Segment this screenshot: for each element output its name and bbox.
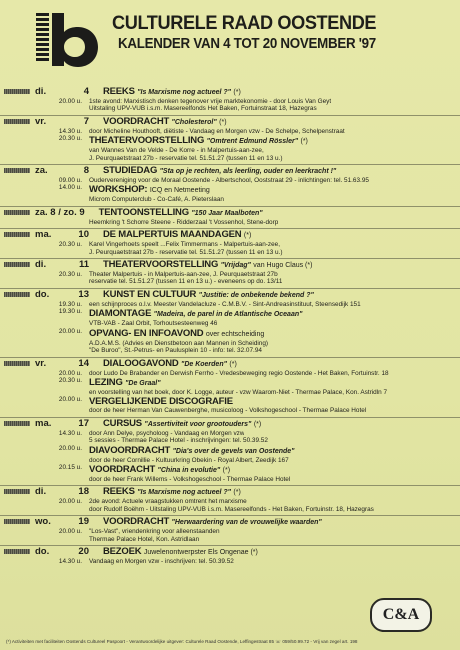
event-line xyxy=(0,328,460,340)
event-line xyxy=(0,165,460,177)
event-detail: 5 sessies - Thermae Palace Hotel - inschrijvingen: tel. 50.39.52 xyxy=(89,437,268,445)
event-note: (*) xyxy=(229,360,237,368)
event-line xyxy=(0,418,460,430)
event-subject: "Madeira, de parel in de Atlantische Oceaan" xyxy=(153,311,303,319)
event-time: 20.30 u. xyxy=(58,376,82,384)
event-category: DIAMONTAGE xyxy=(89,308,152,320)
event-title xyxy=(103,229,251,241)
event-time: 09.00 u. xyxy=(58,177,82,185)
event-category: CURSUS xyxy=(103,417,142,429)
event-title xyxy=(89,377,161,389)
event-line xyxy=(0,457,460,464)
calendar-day xyxy=(0,115,460,162)
event-subject: "Omtrent Edmund Rössler" xyxy=(206,138,299,146)
calendar-day xyxy=(0,258,460,286)
bullet-bar-icon xyxy=(4,210,30,215)
event-note: (*) xyxy=(253,420,262,428)
event-detail: A.D.A.M.S. (Advies en Dienstbetoon aan Mannen in Scheiding) xyxy=(89,339,269,347)
event-detail: reservatie tel. 51.51.27 (tussen 11 en 13 u.) - eveneens op do. 13/11 xyxy=(89,278,283,286)
page-subtitle: KALENDER VAN 4 TOT 20 NOVEMBER '97 xyxy=(118,36,376,52)
day-name: za. xyxy=(35,165,48,177)
event-line xyxy=(0,558,460,565)
day-number: 17 xyxy=(78,417,89,429)
event-line xyxy=(0,340,460,347)
day-name: vr. xyxy=(35,357,47,369)
event-detail: J. Peurquaetstraat 27b - reservatie tel. 51.51.27 (tussen 11 en 13 u.) xyxy=(89,248,283,256)
event-note: over echtscheiding xyxy=(205,330,265,338)
event-subject: "Assertiviteit voor grootouders" xyxy=(144,420,252,428)
event-time: 20.00 u. xyxy=(58,528,82,536)
event-time: 14.30 u. xyxy=(58,429,82,437)
event-detail: Heemkring 't Schorre Steene - Ridderzaal 't Vossenhol, Stene-dorp xyxy=(89,218,279,226)
event-subject: "Justitie: de onbekende bekend ?" xyxy=(198,291,314,299)
event-detail: door de heer Herman Van Cauwenberghe, musicoloog - Volkshogeschool - Thermae Palace Hotel xyxy=(89,407,367,415)
event-line xyxy=(0,546,460,558)
event-line xyxy=(0,155,460,162)
event-note: (*) xyxy=(243,232,252,240)
bullet-bar-icon xyxy=(4,489,30,494)
event-subject: "De Koerden" xyxy=(181,360,227,368)
event-category: VOORDRACHT xyxy=(103,115,170,127)
event-title xyxy=(103,116,227,128)
day-number: 14 xyxy=(78,357,89,369)
bullet-bar-icon xyxy=(4,232,30,237)
event-category: REEKS xyxy=(103,486,135,498)
day-number: 20 xyxy=(78,545,89,557)
event-time: 20.00 u. xyxy=(58,396,82,404)
event-time: 20.30 u. xyxy=(58,241,82,249)
event-time: 14.30 u. xyxy=(58,127,82,135)
event-line xyxy=(0,407,460,414)
event-time: 19.30 u. xyxy=(58,300,82,308)
event-line xyxy=(0,389,460,396)
event-line xyxy=(0,219,460,226)
day-name: di. xyxy=(35,486,47,498)
event-line xyxy=(0,464,460,476)
day-name: ma. xyxy=(35,417,52,429)
event-title xyxy=(89,328,264,340)
event-line xyxy=(0,370,460,377)
event-title xyxy=(89,396,233,407)
event-time: 19.30 u. xyxy=(58,308,82,316)
event-detail: een schijnproces o.l.v. Meester Vandelacluze - C.M.B.V. - Sint-Andreasinstituut, Steensedijk 151 xyxy=(89,300,361,308)
day-number: 11 xyxy=(78,259,89,271)
day-name: wo. xyxy=(35,516,51,528)
bullet-bar-icon xyxy=(4,262,30,267)
calendar-day xyxy=(0,417,460,484)
event-detail: Vandaag en Morgen vzw - inschrijven: tel. 50.39.52 xyxy=(89,557,234,565)
event-category: KUNST EN CULTUUR xyxy=(103,288,197,300)
event-detail: door Ann Delye, psycholoog - Vandaag en Morgen vzw xyxy=(89,429,245,437)
event-line xyxy=(0,259,460,271)
event-title xyxy=(99,207,263,219)
event-subject: "150 Jaar Maalboten" xyxy=(191,209,263,217)
event-category: BEZOEK xyxy=(103,545,142,557)
event-line xyxy=(0,105,460,112)
event-category: LEZING xyxy=(89,376,123,388)
day-number: 7 xyxy=(83,115,89,127)
event-category: DIALOOGAVOND xyxy=(103,357,179,369)
event-line xyxy=(0,486,460,498)
event-detail: Thermae Palace Hotel, Kon. Astridlaan xyxy=(89,535,200,543)
event-time: 20.00 u. xyxy=(58,369,82,377)
event-time: 20.00 u. xyxy=(58,444,82,452)
event-line xyxy=(0,86,460,98)
event-title xyxy=(103,86,241,98)
event-line xyxy=(0,358,460,370)
event-time: 14.00 u. xyxy=(58,184,82,192)
event-line xyxy=(0,308,460,320)
event-note: (*) xyxy=(219,118,227,126)
event-subject: "Vrijdag" xyxy=(220,262,251,270)
event-category: THEATERVOORSTELLING xyxy=(103,259,219,271)
event-time: 20.00 u. xyxy=(58,98,82,105)
event-time: 20.30 u. xyxy=(58,135,82,143)
event-line xyxy=(0,506,460,513)
calendar-day xyxy=(0,288,460,355)
event-detail: door Ludo De Brabander en Derwish Ferrho - Vredesbeweging regio Oostende - Het Baken, Fortuinstr. 18 xyxy=(89,369,389,377)
event-line xyxy=(0,377,460,389)
event-line xyxy=(0,184,460,196)
event-detail: en voorstelling van het boek, door K. Logge, auteur - vzw Waarom-Niet - Thermae Palace, Kon. Astridln 7 xyxy=(89,388,388,396)
event-title xyxy=(103,546,258,558)
event-line xyxy=(0,98,460,105)
event-subject: "Is Marxisme nog actueel ?" xyxy=(137,489,231,497)
calendar-list xyxy=(0,84,460,565)
event-title xyxy=(89,184,210,196)
event-line xyxy=(0,249,460,256)
event-detail: Uitstaling UPV-VUB i.s.m. Masereelfonds Het Baken, Fortuinstraat 18, Hazegras xyxy=(89,105,317,113)
event-subject: "Is Marxisme nog actueel ?" xyxy=(137,89,231,96)
event-line xyxy=(0,116,460,128)
event-detail: door de heer Frank Willems - Volkshogeschool - Thermae Palace Hotel xyxy=(89,475,291,483)
event-title xyxy=(89,135,308,147)
event-line xyxy=(0,196,460,203)
event-line xyxy=(0,445,460,457)
event-detail: 1ste avond: Marxistisch denken tegenover vrije marktekonomie - door Louis Van Geyt xyxy=(89,98,332,105)
day-number: 13 xyxy=(78,288,89,300)
calendar-day xyxy=(0,164,460,204)
event-note: van Hugo Claus (*) xyxy=(253,262,313,270)
event-category: VERGELIJKENDE DISCOGRAFIE xyxy=(89,396,233,408)
bullet-bar-icon xyxy=(4,292,30,297)
day-number: 8 xyxy=(83,165,89,177)
event-time: 20.15 u. xyxy=(58,463,82,471)
day-name: do. xyxy=(35,288,50,300)
event-category: WORKSHOP: xyxy=(89,184,148,196)
event-line xyxy=(0,498,460,505)
event-line xyxy=(0,347,460,354)
bullet-bar-icon xyxy=(4,119,30,124)
event-line xyxy=(0,476,460,483)
event-subject: "Dia's over de gevels van Oostende" xyxy=(172,447,295,455)
event-line xyxy=(0,301,460,308)
event-line xyxy=(0,437,460,444)
event-category: DIAVOORDRACHT xyxy=(89,444,171,456)
event-category: TENTOONSTELLING xyxy=(98,206,189,218)
day-name: di. xyxy=(35,86,47,97)
calendar-day xyxy=(0,545,460,565)
bullet-bar-icon xyxy=(4,168,30,173)
event-detail: door de heer Cornillie - Kultuurkring Obekin - Royal Albert, Zeedijk 167 xyxy=(89,456,289,464)
event-category: VOORDRACHT xyxy=(89,463,156,475)
event-detail: door Micheline Houthooft, diëtiste - Vandaag en Morgen vzw - De Schelpe, Schelpenstraat xyxy=(89,127,345,135)
day-number: 10 xyxy=(78,229,89,241)
event-line xyxy=(0,177,460,184)
event-note: (*) xyxy=(300,138,308,146)
event-detail: "De Buroo", St.-Petrus- en Paulusplein 10 - info: tel. 32.07.94 xyxy=(89,347,262,355)
event-note: (*) xyxy=(222,466,231,474)
event-subject: "Herwaardering van de vrouwelijke waarden" xyxy=(171,519,322,527)
calendar-day xyxy=(0,228,460,256)
event-line xyxy=(0,536,460,543)
bullet-bar-icon xyxy=(4,89,30,94)
day-number: 18 xyxy=(78,486,89,498)
calendar-day xyxy=(0,206,460,226)
event-line xyxy=(0,207,460,219)
event-detail: "Los-Vast", vriendenkring voor alleenstaanden xyxy=(89,528,220,536)
event-line xyxy=(0,396,460,407)
event-detail: Theater Malpertuis - in Malpertuis-aan-zee, J. Peurquaetstraat 27b xyxy=(89,271,278,279)
footer-note: (*) Activiteiten met faciliteiten Oostends Cultureel Paspoort - Verantwoordelijke uitgever: Culturele Raad Oostende, Leffingestraat 85 ☏ 059/50.99.72 - Vrij van zegel art. 198 xyxy=(6,639,358,644)
event-line xyxy=(0,271,460,278)
event-note: ICQ en Netmeeting xyxy=(149,187,210,195)
day-name: di. xyxy=(35,259,47,271)
event-title xyxy=(103,165,336,177)
event-title xyxy=(103,486,241,498)
event-detail: 2de avond: Actuele vraagstukken omtrent het marxisme xyxy=(89,498,247,506)
calendar-day xyxy=(0,485,460,513)
event-note: Juwelenontwerpster Els Ongenae (*) xyxy=(143,548,258,556)
event-title xyxy=(103,516,322,528)
event-line xyxy=(0,516,460,528)
event-subject: "De Graal" xyxy=(125,379,161,387)
event-time: 20.30 u. xyxy=(58,271,82,279)
event-time: 14.30 u. xyxy=(58,557,82,565)
sponsor-logo: C&A xyxy=(370,598,432,632)
event-note: (*) xyxy=(233,489,241,497)
event-detail: van Wannes Van de Velde - De Korre - in Malpertuis-aan-zee, xyxy=(89,147,264,155)
event-title xyxy=(103,418,261,430)
calendar-day xyxy=(0,357,460,415)
event-line xyxy=(0,135,460,147)
event-line xyxy=(0,528,460,535)
event-time: 20.00 u. xyxy=(58,327,82,335)
event-line xyxy=(0,147,460,154)
day-name: do. xyxy=(35,545,50,557)
event-title xyxy=(89,308,302,320)
event-line xyxy=(0,289,460,301)
event-line xyxy=(0,430,460,437)
event-subject: "Sta op je rechten, als leerling, ouder en leerkracht !" xyxy=(159,168,337,176)
event-subject: "Cholesterol" xyxy=(171,118,217,126)
event-category: STUDIEDAG xyxy=(103,165,158,177)
calendar-day xyxy=(0,86,460,113)
event-title xyxy=(89,445,295,457)
day-number: 19 xyxy=(78,516,89,528)
bullet-bar-icon xyxy=(4,519,30,524)
event-detail: Oudervereniging voor de Moraal Oostende - Albertschool, Ooststraat 29 - inlichtingen: tel. 51.63.95 xyxy=(89,177,369,185)
day-number: 4 xyxy=(83,86,89,97)
day-name: vr. xyxy=(35,115,47,127)
event-line xyxy=(0,229,460,241)
event-category: VOORDRACHT xyxy=(103,516,170,528)
event-title xyxy=(103,358,237,370)
event-title xyxy=(89,464,230,476)
event-category: THEATERVOORSTELLING xyxy=(89,135,205,147)
event-subject: "China in evolutie" xyxy=(157,466,221,474)
event-detail: J. Peurquaetstraat 27b - reservatie tel. 51.51.27 (tussen 11 en 13 u.) xyxy=(89,154,283,162)
bullet-bar-icon xyxy=(4,361,30,366)
event-line xyxy=(0,128,460,135)
culturele-raad-logo xyxy=(34,10,104,68)
event-title xyxy=(103,289,314,301)
event-detail: Karel Vingerhoets speelt ...Felix Timmermans - Malpertuis-aan-zee, xyxy=(89,241,280,249)
day-name: ma. xyxy=(35,229,52,241)
event-time: 20.00 u. xyxy=(58,498,82,506)
event-title xyxy=(103,259,312,271)
event-detail: VTB-VAB - Zaal Orbit, Torhoutsesteenweg 46 xyxy=(89,320,218,328)
event-category: OPVANG- EN INFOAVOND xyxy=(89,327,204,339)
event-detail: door Rudolf Boëhm - Uitstaling UPV-VUB i.s.m. Masereelfonds - Het Baken, Fortuinstr. 18, Hazegras xyxy=(89,505,374,513)
day-name: za. 8 / zo. 9 xyxy=(35,206,85,218)
bullet-bar-icon xyxy=(4,421,30,426)
event-category: DE MALPERTUIS MAANDAGEN xyxy=(103,229,242,241)
event-category: REEKS xyxy=(103,86,135,97)
event-note: (*) xyxy=(233,89,241,96)
event-detail: Microm Computerclub - Co-Café, A. Pieterslaan xyxy=(89,196,224,204)
event-line xyxy=(0,278,460,285)
calendar-day xyxy=(0,515,460,543)
event-line xyxy=(0,241,460,248)
bullet-bar-icon xyxy=(4,549,30,554)
page-title: CULTURELE RAAD OOSTENDE xyxy=(112,12,377,34)
event-line xyxy=(0,320,460,327)
